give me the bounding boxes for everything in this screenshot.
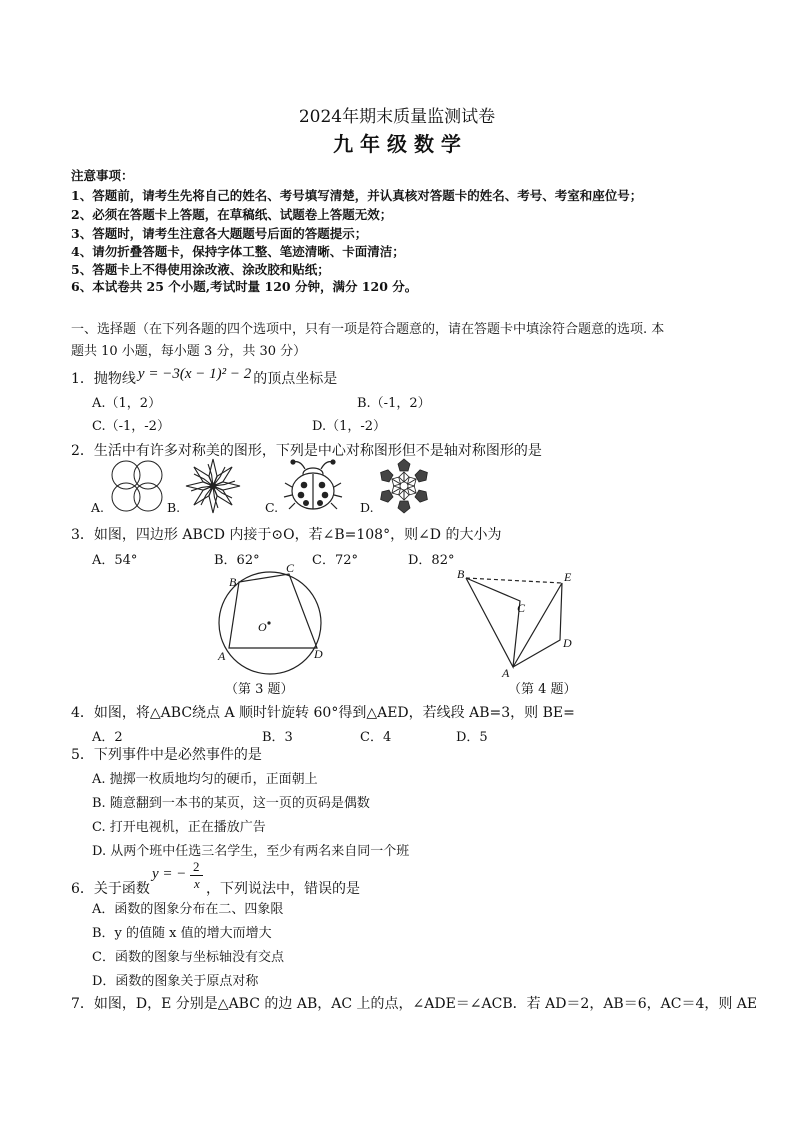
q4-point-d: D	[563, 636, 572, 650]
q3-option-a: A．54°	[92, 553, 138, 568]
q6-numerator: 2	[193, 859, 200, 874]
q1-option-c: C.（-1，-2）	[92, 419, 170, 434]
q2-stem: 2．生活中有许多对称美的图形，下列是中心对称图形但不是轴对称图形的是	[71, 443, 542, 459]
q5-option-c: C. 打开电视机，正在播放广告	[92, 820, 266, 835]
note-item: 6、本试卷共 25 个小题,考试时量 120 分钟，满分 120 分。	[71, 279, 418, 294]
q4-option-b: B．3	[262, 730, 293, 745]
q6-option-b: B．y 的值随 x 值的增大而增大	[92, 926, 272, 941]
q3-option-b: B．62°	[214, 553, 260, 568]
q2-label-b: B.	[167, 500, 181, 515]
q6-prefix: 6．关于函数	[71, 881, 150, 897]
q3-option-c: C．72°	[312, 553, 358, 568]
q3-figure-circle-quadrilateral	[210, 562, 340, 678]
q4-figure-caption: （第 4 题）	[508, 682, 577, 697]
q3-point-c: C	[286, 562, 295, 575]
q2-label-d: D.	[360, 500, 374, 515]
q4-point-a: A	[502, 666, 510, 680]
exam-subtitle: 九 年 级 数 学	[333, 132, 461, 156]
q3-figure-caption: （第 3 题）	[225, 682, 294, 697]
q4-point-c: C	[517, 601, 526, 615]
q4-segment-be	[466, 578, 562, 583]
q3-point-b: B	[229, 575, 237, 589]
q1-option-d: D.（1，-2）	[312, 419, 387, 434]
section-heading-line1: 一、选择题（在下列各题的四个选项中，只有一项是符合题意的，请在答题卡中填涂符合题意的选项. 本	[71, 322, 665, 337]
note-item: 1、答题前，请考生先将自己的姓名、考号填写清楚，并认真核对答题卡的姓名、考号、考室和座位号；	[71, 188, 643, 203]
q6-option-c: C．函数的图象与坐标轴没有交点	[92, 950, 284, 965]
q7-stem: 7．如图，D，E 分别是△ABC 的边 AB，AC 上的点，∠ADE＝∠ACB．若 AD＝2，AB＝6，AC＝4，则 AE	[71, 996, 758, 1012]
note-item: 5、答题卡上不得使用涂改液、涂改胶和贴纸；	[71, 262, 330, 277]
q5-option-d: D. 从两个班中任选三名学生，至少有两名来自同一个班	[92, 844, 410, 859]
section-heading-line2: 题共 10 小题，每小题 3 分，共 30 分）	[71, 344, 307, 359]
note-item: 3、答题时，请考生注意各大题题号后面的答题提示；	[71, 226, 368, 241]
q1-prefix: 1．抛物线	[71, 371, 136, 387]
q2-figure-a-circles-icon	[108, 458, 166, 514]
q1-option-b: B.（-1，2）	[357, 396, 431, 411]
q6-option-a: A．函数的图象分布在二、四象限	[92, 902, 284, 917]
q4-point-b: B	[457, 567, 465, 581]
q1-suffix: 的顶点坐标是	[253, 371, 338, 387]
q4-triangle-aed	[513, 583, 562, 667]
q6-formula-left: y = −	[152, 866, 187, 882]
q4-point-e: E	[564, 570, 572, 584]
q2-label-c: C.	[265, 500, 279, 515]
notes-heading: 注意事项：	[71, 168, 134, 183]
q6-option-d: D．函数的图象关于原点对称	[92, 974, 259, 989]
q1-option-a: A.（1，2）	[92, 396, 162, 411]
exam-title: 2024年期末质量监测试卷	[298, 107, 496, 127]
q5-option-b: B. 随意翻到一本书的某页，这一页的页码是偶数	[92, 796, 370, 811]
q1-stem	[71, 368, 337, 388]
q3-point-d: D	[314, 647, 323, 661]
q4-triangle-abc	[466, 578, 520, 667]
q3-point-a: A	[218, 649, 226, 663]
q3-center-dot	[267, 621, 270, 624]
note-item: 4、请勿折叠答题卡，保持字体工整、笔迹清晰、卡面清洁；	[71, 244, 405, 259]
q3-stem: 3．如图，四边形 ABCD 内接于⊙O，若∠B=108°，则∠D 的大小为	[71, 527, 502, 543]
q3-option-d: D．82°	[408, 553, 455, 568]
q2-figure-d-snowflake-icon	[374, 457, 434, 515]
note-item: 2、必须在答题卡上答题，在草稿纸、试题卷上答题无效；	[71, 207, 393, 222]
q2-figure-c-ladybug-icon	[280, 457, 346, 513]
q4-option-c: C．4	[360, 730, 392, 745]
q3-point-o: O	[258, 620, 267, 634]
q6-denominator: x	[194, 876, 200, 891]
q2-label-a: A.	[91, 500, 105, 515]
q4-option-d: D．5	[456, 730, 488, 745]
q4-stem: 4．如图，将△ABC绕点 A 顺时针旋转 60°得到△AED，若线段 AB=3，则 BE=	[71, 705, 575, 721]
q6-suffix: ，下列说法中，错误的是	[206, 881, 360, 897]
q5-stem: 5．下列事件中是必然事件的是	[71, 747, 262, 763]
q4-figure-rotated-triangles	[452, 564, 584, 680]
q1-formula: y = −3(x − 1)² − 2	[137, 366, 252, 382]
q5-option-a: A. 抛掷一枚质地均匀的硬币，正面朝上	[92, 772, 318, 787]
q4-option-a: A．2	[92, 730, 123, 745]
q2-figure-b-pinwheel-icon	[180, 456, 246, 516]
